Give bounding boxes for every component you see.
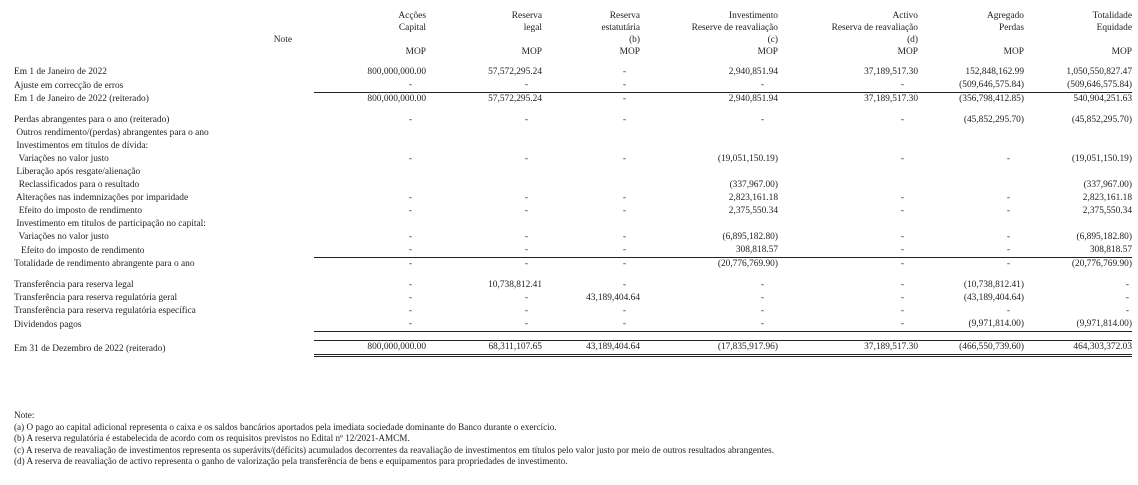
cell-value: 57,572,295.24 (488, 94, 542, 104)
cell-value: - (760, 293, 764, 303)
cell-value: 464,303,372.03 (1024, 341, 1132, 356)
cell-value: - (1006, 206, 1010, 216)
cell-value (918, 166, 1024, 179)
column-header-line3: (d) (907, 35, 918, 45)
cell-value: 10,738,812.41 (488, 280, 542, 290)
column-header-unit: MOP (619, 47, 640, 57)
cell-value (918, 127, 1024, 140)
column-header-line1: Reserva (511, 11, 542, 21)
table-row (14, 244, 1132, 258)
column-header-line1: Activo (892, 11, 918, 21)
column-header-line2: Capital (398, 23, 426, 33)
cell-value: - (408, 232, 412, 242)
cell-value: - (778, 79, 918, 93)
cell-value: 37,189,517.30 (864, 94, 918, 104)
table-row (14, 218, 1132, 231)
cell-value: 1,050,550,827.47 (1066, 67, 1132, 77)
cell-value: - (622, 232, 626, 242)
cell-value: - (622, 115, 626, 125)
cell-value: 68,311,107.65 (426, 341, 542, 356)
cell-value: (337,967.00) (1083, 180, 1132, 190)
cell-value: 2,823,161.18 (1082, 193, 1132, 203)
table-row (14, 192, 1132, 205)
row-label: Transferência para reserva legal (14, 280, 134, 290)
cell-value: (45,852,295.70) (1071, 115, 1132, 125)
cell-value: - (622, 154, 626, 164)
table-row (14, 179, 1132, 192)
header-label-cell (14, 10, 314, 22)
cell-value (426, 140, 542, 153)
cell-value: - (622, 94, 626, 104)
cell-value: - (314, 318, 426, 332)
table-row (14, 279, 1132, 292)
table-row (14, 153, 1132, 166)
row-label: Variações no valor justo (14, 154, 109, 164)
notes-title: Note: (14, 410, 35, 420)
column-header-unit: MOP (1003, 47, 1024, 57)
cell-value: - (542, 318, 640, 332)
column-header-line1: Agregado (987, 11, 1024, 21)
table-row (14, 292, 1132, 305)
cell-value: - (524, 293, 528, 303)
column-header-unit: MOP (757, 47, 778, 57)
cell-value: - (524, 206, 528, 216)
cell-value: 308,818.57 (640, 244, 778, 258)
cell-value: - (426, 244, 542, 258)
cell-value: - (1006, 306, 1010, 316)
column-header-unit: MOP (405, 47, 426, 57)
cell-value: - (900, 206, 904, 216)
table-row (14, 166, 1132, 179)
cell-value (314, 166, 426, 179)
cell-value (778, 179, 918, 192)
table-row (14, 231, 1132, 244)
cell-value: (43,189,404.64) (963, 293, 1024, 303)
cell-value: (20,776,769.90) (1071, 259, 1132, 269)
row-label: Totalidade de rendimento abrangente para o ano (14, 259, 195, 269)
cell-value: (509,646,575.84) (1024, 79, 1132, 93)
cell-value (542, 127, 640, 140)
cell-value: - (426, 79, 542, 93)
cell-value: (45,852,295.70) (963, 115, 1024, 125)
table-row (14, 127, 1132, 140)
column-header-line2: Perdas (999, 23, 1024, 33)
cell-value: - (1006, 154, 1010, 164)
column-header-line2: legal (523, 23, 542, 33)
column-header-unit: MOP (521, 47, 542, 57)
cell-value: (356,798,412.85) (959, 94, 1024, 104)
cell-value: - (900, 306, 904, 316)
cell-value: - (622, 280, 626, 290)
note-a: (a) O pago ao capital adicional representa o caixa e os saldos bancários aportados pela imediata sociedade dominante do Banco durante o exercício. (14, 421, 557, 432)
notes-section (14, 410, 774, 468)
column-header-unit: MOP (897, 47, 918, 57)
cell-value: 540,904,251.63 (1073, 94, 1132, 104)
cell-value (778, 140, 918, 153)
cell-value: - (778, 318, 918, 332)
column-header-line3 (314, 34, 426, 46)
header-row (14, 34, 1132, 46)
cell-value: - (622, 193, 626, 203)
row-label: Em 1 de Janeiro de 2022 (14, 67, 107, 77)
cell-value: (19,051,150.19) (1071, 154, 1132, 164)
table-row (14, 79, 1132, 93)
table-row (14, 341, 1132, 356)
cell-value: - (542, 244, 640, 258)
row-label: Reclassificados para o resultado (14, 180, 140, 190)
cell-value: - (1125, 306, 1129, 316)
header-row (14, 46, 1132, 58)
cell-value: 800,000,000.00 (314, 341, 426, 356)
cell-value (640, 166, 778, 179)
cell-value (426, 166, 542, 179)
equity-statement-table (14, 10, 1132, 357)
note-column-header: Note (273, 35, 292, 45)
cell-value (426, 179, 542, 192)
note-c: (c) A reserva de reavaliação de investimentos representa os superávits/(défícits) acumulados decorrentes da reavaliação de investimentos em títulos pelo valor justo por meio de outros resultados abrangentes. (14, 444, 775, 455)
cell-value (640, 127, 778, 140)
cell-value: - (760, 115, 764, 125)
column-header-line1: Acções (398, 11, 426, 21)
cell-value: - (900, 115, 904, 125)
row-label: Investimento em títulos de participação no capital: (14, 219, 206, 229)
column-header-line3 (426, 34, 542, 46)
cell-value: (9,971,814.00) (1024, 318, 1132, 332)
cell-value (778, 166, 918, 179)
cell-value: - (426, 318, 542, 332)
cell-value: - (760, 280, 764, 290)
row-label: Perdas abrangentes para o ano (reiterado) (14, 115, 170, 125)
table-row (14, 205, 1132, 218)
cell-value: - (314, 244, 426, 258)
cell-value: 37,189,517.30 (778, 341, 918, 356)
cell-value: - (900, 193, 904, 203)
note-b: (b) A reserva regulatória é estabelecida de acordo com os requisitos previstos no Edital nº 12/2021-AMCM. (14, 433, 410, 444)
row-label: Em 1 de Janeiro de 2022 (reiterado) (14, 94, 149, 104)
row-label: Transferência para reserva regulatória específica (14, 306, 196, 316)
cell-value: - (1006, 259, 1010, 269)
cell-value: - (1006, 193, 1010, 203)
cell-value: 308,818.57 (1024, 244, 1132, 258)
column-header-unit: MOP (1111, 47, 1132, 57)
cell-value (640, 218, 778, 231)
cell-value: (20,776,769.90) (717, 259, 778, 269)
cell-value: 2,823,161.18 (728, 193, 778, 203)
cell-value: 800,000,000.00 (367, 94, 426, 104)
table-row (14, 140, 1132, 153)
cell-value: 2,940,851.94 (728, 67, 778, 77)
row-label: Ajuste em correcção de erros (14, 80, 124, 91)
cell-value: - (918, 244, 1024, 258)
cell-value: 2,940,851.94 (728, 94, 778, 104)
cell-value (918, 179, 1024, 192)
table-row (14, 66, 1132, 79)
cell-value: - (622, 206, 626, 216)
cell-value: (17,835,917.96) (640, 341, 778, 356)
cell-value (1024, 166, 1132, 179)
cell-value: 152,848,162.99 (965, 67, 1024, 77)
cell-value (778, 127, 918, 140)
cell-value: - (408, 293, 412, 303)
cell-value (314, 127, 426, 140)
cell-value: 2,375,550.34 (1082, 206, 1132, 216)
cell-value: - (622, 306, 626, 316)
cell-value (1024, 140, 1132, 153)
cell-value (542, 166, 640, 179)
cell-value: - (524, 193, 528, 203)
column-header-line3: (c) (767, 35, 778, 45)
cell-value: - (408, 280, 412, 290)
cell-value: (337,967.00) (729, 180, 778, 190)
table-row (14, 258, 1132, 272)
table-row (14, 114, 1132, 127)
cell-value: - (900, 232, 904, 242)
row-label: Alterações nas indemnizações por imparidade (14, 193, 189, 203)
cell-value: - (524, 232, 528, 242)
cell-value (542, 218, 640, 231)
cell-value: - (900, 259, 904, 269)
cell-value: - (900, 280, 904, 290)
cell-value (640, 140, 778, 153)
row-label: Efeito do imposto de rendimento (14, 206, 143, 216)
row-label: Variações no valor justo (14, 232, 109, 242)
column-header-line2: estatutária (601, 23, 640, 33)
column-header-line2: Equidade (1096, 23, 1132, 33)
cell-value: - (408, 154, 412, 164)
cell-value: - (408, 115, 412, 125)
cell-value: (6,895,182.80) (722, 232, 778, 242)
cell-value: - (408, 259, 412, 269)
column-header-line3: (b) (629, 35, 640, 45)
cell-value: (9,971,814.00) (918, 318, 1024, 332)
table-row (14, 93, 1132, 107)
cell-value (426, 127, 542, 140)
cell-value (314, 140, 426, 153)
cell-value: - (524, 154, 528, 164)
header-label-cell (14, 46, 314, 58)
cell-value: (509,646,575.84) (918, 79, 1024, 93)
cell-value (542, 140, 640, 153)
column-header-line1: Investimento (729, 11, 778, 21)
cell-value (1024, 218, 1132, 231)
cell-value: - (524, 115, 528, 125)
column-header-line2: Reserve de reavaliação (691, 23, 778, 33)
cell-value: - (622, 67, 626, 77)
column-header-line1: Totalidade (1092, 11, 1132, 21)
column-header-line2: Reserva de reavaliação (831, 23, 918, 33)
cell-value (314, 179, 426, 192)
row-label: Efeito do imposto de rendimento (14, 245, 145, 256)
cell-value: - (408, 193, 412, 203)
cell-value: - (408, 306, 412, 316)
cell-value: - (524, 306, 528, 316)
row-label: Transferência para reserva regulatória geral (14, 293, 178, 303)
cell-value: - (778, 244, 918, 258)
row-label: Investimentos em títulos de dívida: (14, 141, 149, 151)
cell-value: 43,189,404.64 (542, 341, 640, 356)
row-label: Em 31 de Dezembro de 2022 (reiterado) (14, 343, 166, 354)
header-row (14, 10, 1132, 22)
cell-value: - (524, 259, 528, 269)
cell-value: (19,051,150.19) (717, 154, 778, 164)
cell-value: - (640, 79, 778, 93)
cell-value: - (542, 79, 640, 93)
cell-value: (6,895,182.80) (1076, 232, 1132, 242)
cell-value: (466,550,739.60) (918, 341, 1024, 356)
cell-value: - (1006, 232, 1010, 242)
cell-value (426, 218, 542, 231)
cell-value: 43,189,404.64 (586, 293, 640, 303)
cell-value: - (1125, 293, 1129, 303)
cell-value (314, 218, 426, 231)
cell-value: - (760, 306, 764, 316)
column-header-line1: Reserva (609, 11, 640, 21)
column-header-line3 (1024, 34, 1132, 46)
cell-value (778, 218, 918, 231)
cell-value (918, 140, 1024, 153)
cell-value: - (408, 206, 412, 216)
cell-value (918, 218, 1024, 231)
cell-value: - (900, 293, 904, 303)
cell-value: 2,375,550.34 (728, 206, 778, 216)
table-row (14, 305, 1132, 318)
cell-value: 800,000,000.00 (367, 67, 426, 77)
header-row (14, 22, 1132, 34)
row-label: Outros rendimento/(perdas) abrangentes para o ano (14, 128, 209, 138)
cell-value: - (640, 318, 778, 332)
cell-value: - (1125, 280, 1129, 290)
cell-value (1024, 127, 1132, 140)
cell-value: - (900, 154, 904, 164)
cell-value: - (314, 79, 426, 93)
table-row (14, 318, 1132, 332)
header-label-cell (14, 22, 314, 34)
cell-value: (10,738,812.41) (963, 280, 1024, 290)
row-label: Liberação após resgate/alienação (14, 167, 141, 177)
cell-value: 57,572,295.24 (488, 67, 542, 77)
row-label: Dividendos pagos (14, 319, 82, 330)
cell-value (542, 179, 640, 192)
cell-value: - (622, 259, 626, 269)
column-header-line3 (918, 34, 1024, 46)
cell-value: 37,189,517.30 (864, 67, 918, 77)
note-d: (d) A reserva de reavaliação de activo representa o ganho de valorização pela transferência de bens e equipamentos para propriedades de investimento. (14, 456, 568, 467)
